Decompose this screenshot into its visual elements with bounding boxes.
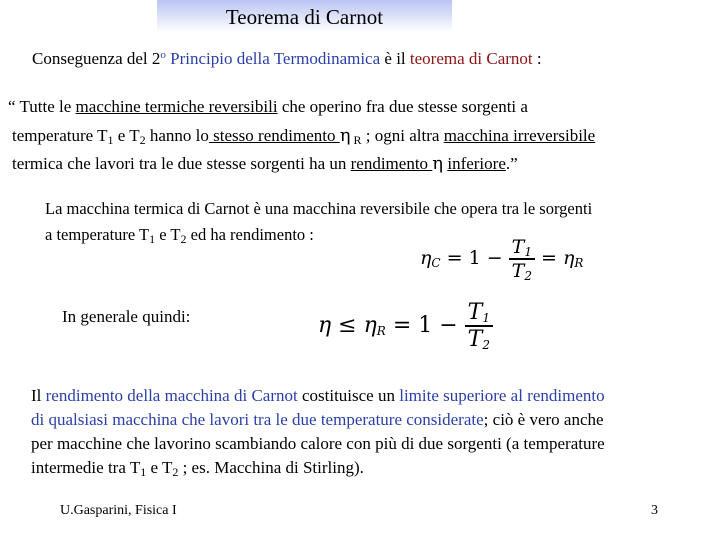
numerator [509, 236, 535, 260]
conclusion-limit: limite superiore al rendimento [399, 386, 605, 405]
intro-theorem: teorema di Carnot [409, 49, 533, 68]
conclusion-carnot: rendimento della macchina di Carnot [45, 386, 298, 405]
formula-operator: = 1 − [440, 247, 509, 269]
subscript: 2 [172, 465, 179, 479]
eta-inequality: η ≤ η [318, 313, 377, 338]
quote-text: e T [113, 126, 140, 145]
eta-symbol: η [432, 153, 444, 174]
quote-reversible: macchine termiche reversibili [75, 97, 278, 116]
quote-lower: inferiore [447, 154, 506, 173]
quote-text: ; ogni altra [361, 126, 444, 145]
subscript: R [376, 324, 386, 338]
t-symbol: T [467, 327, 483, 352]
footer-author: U.Gasparini, Fisica I [60, 503, 177, 518]
eta-symbol: η [339, 125, 351, 146]
subscript: 1 [482, 311, 490, 325]
fraction [509, 236, 535, 282]
numerator [465, 300, 493, 327]
intro-principle: Principio della Termodinamica [165, 49, 381, 68]
quote-text: che operino fra due stesse sorgenti a [277, 97, 528, 116]
denominator [465, 327, 493, 352]
fraction [465, 300, 493, 352]
conclusion-text: ; ciò è vero anche [483, 410, 604, 429]
conclusion-text: e T [146, 458, 173, 477]
intro-text: : [532, 49, 542, 68]
subscript: 2 [139, 133, 146, 147]
subscript: 1 [524, 245, 532, 259]
subscript: 1 [140, 465, 147, 479]
conclusion-line-4 [31, 458, 364, 478]
subscript: 1 [149, 232, 156, 246]
ordinal-sup: o [160, 49, 166, 61]
formula-operator: = 1 − [385, 313, 465, 338]
quote-text: hanno lo [145, 126, 209, 145]
intro-line [32, 49, 542, 69]
conclusion-any-machine: di qualsiasi macchina che lavori tra le due temperature considerate [31, 410, 484, 429]
slide-title: Teorema di Carnot [157, 0, 452, 32]
carnot-line-1: La macchina termica di Carnot è una macchina reversibile che opera tra le sorgenti [45, 199, 593, 218]
t-symbol: T [467, 300, 483, 325]
intro-text: Conseguenza del 2 [32, 49, 161, 68]
conclusion-text: Il [31, 386, 46, 405]
carnot-text: e T [155, 225, 181, 244]
conclusion-text: ; es. Macchina di Stirling). [178, 458, 364, 477]
quote-text: temperature T [12, 126, 108, 145]
subscript: 1 [107, 133, 114, 147]
subscript: 2 [482, 338, 490, 352]
quote-text: .” [505, 154, 518, 173]
quote-text: termica che lavori tra le due stesse sorgenti ha un [12, 154, 351, 173]
carnot-line-2 [45, 225, 314, 245]
conclusion-text: intermedie tra T [31, 458, 141, 477]
quote-efficiency: rendimento [350, 154, 433, 173]
denominator [509, 260, 535, 282]
footer-page-number: 3 [651, 503, 658, 518]
eta-symbol: = η [535, 247, 575, 269]
conclusion-line-2 [31, 410, 604, 430]
conclusion-text: costituisce un [297, 386, 400, 405]
quote-irreversible: macchina irreversibile [443, 126, 596, 145]
conclusion-line-3: per macchine che lavorino scambiando calore con più di due sorgenti (a temperature [31, 434, 605, 453]
general-label: In generale quindi: [62, 307, 191, 326]
t-symbol: T [511, 236, 525, 258]
carnot-text: a temperature T [45, 225, 150, 244]
quote-line-1 [8, 97, 528, 117]
general-efficiency-formula [318, 300, 493, 352]
carnot-efficiency-formula [420, 236, 583, 282]
subscript: 2 [180, 232, 187, 246]
subscript: C [431, 256, 441, 270]
quote-text: “ Tutte le [8, 97, 76, 116]
intro-text: è il [380, 49, 410, 68]
quote-line-3 [12, 153, 518, 174]
subscript: 2 [524, 269, 532, 283]
subscript: R [350, 133, 362, 147]
conclusion-line-1 [31, 386, 605, 406]
subscript: R [574, 256, 584, 270]
eta-symbol: η [420, 247, 432, 269]
t-symbol: T [511, 260, 525, 282]
carnot-text: ed ha rendimento : [186, 225, 314, 244]
quote-same-efficiency: stesso rendimento [208, 126, 340, 145]
quote-line-2 [12, 125, 595, 146]
